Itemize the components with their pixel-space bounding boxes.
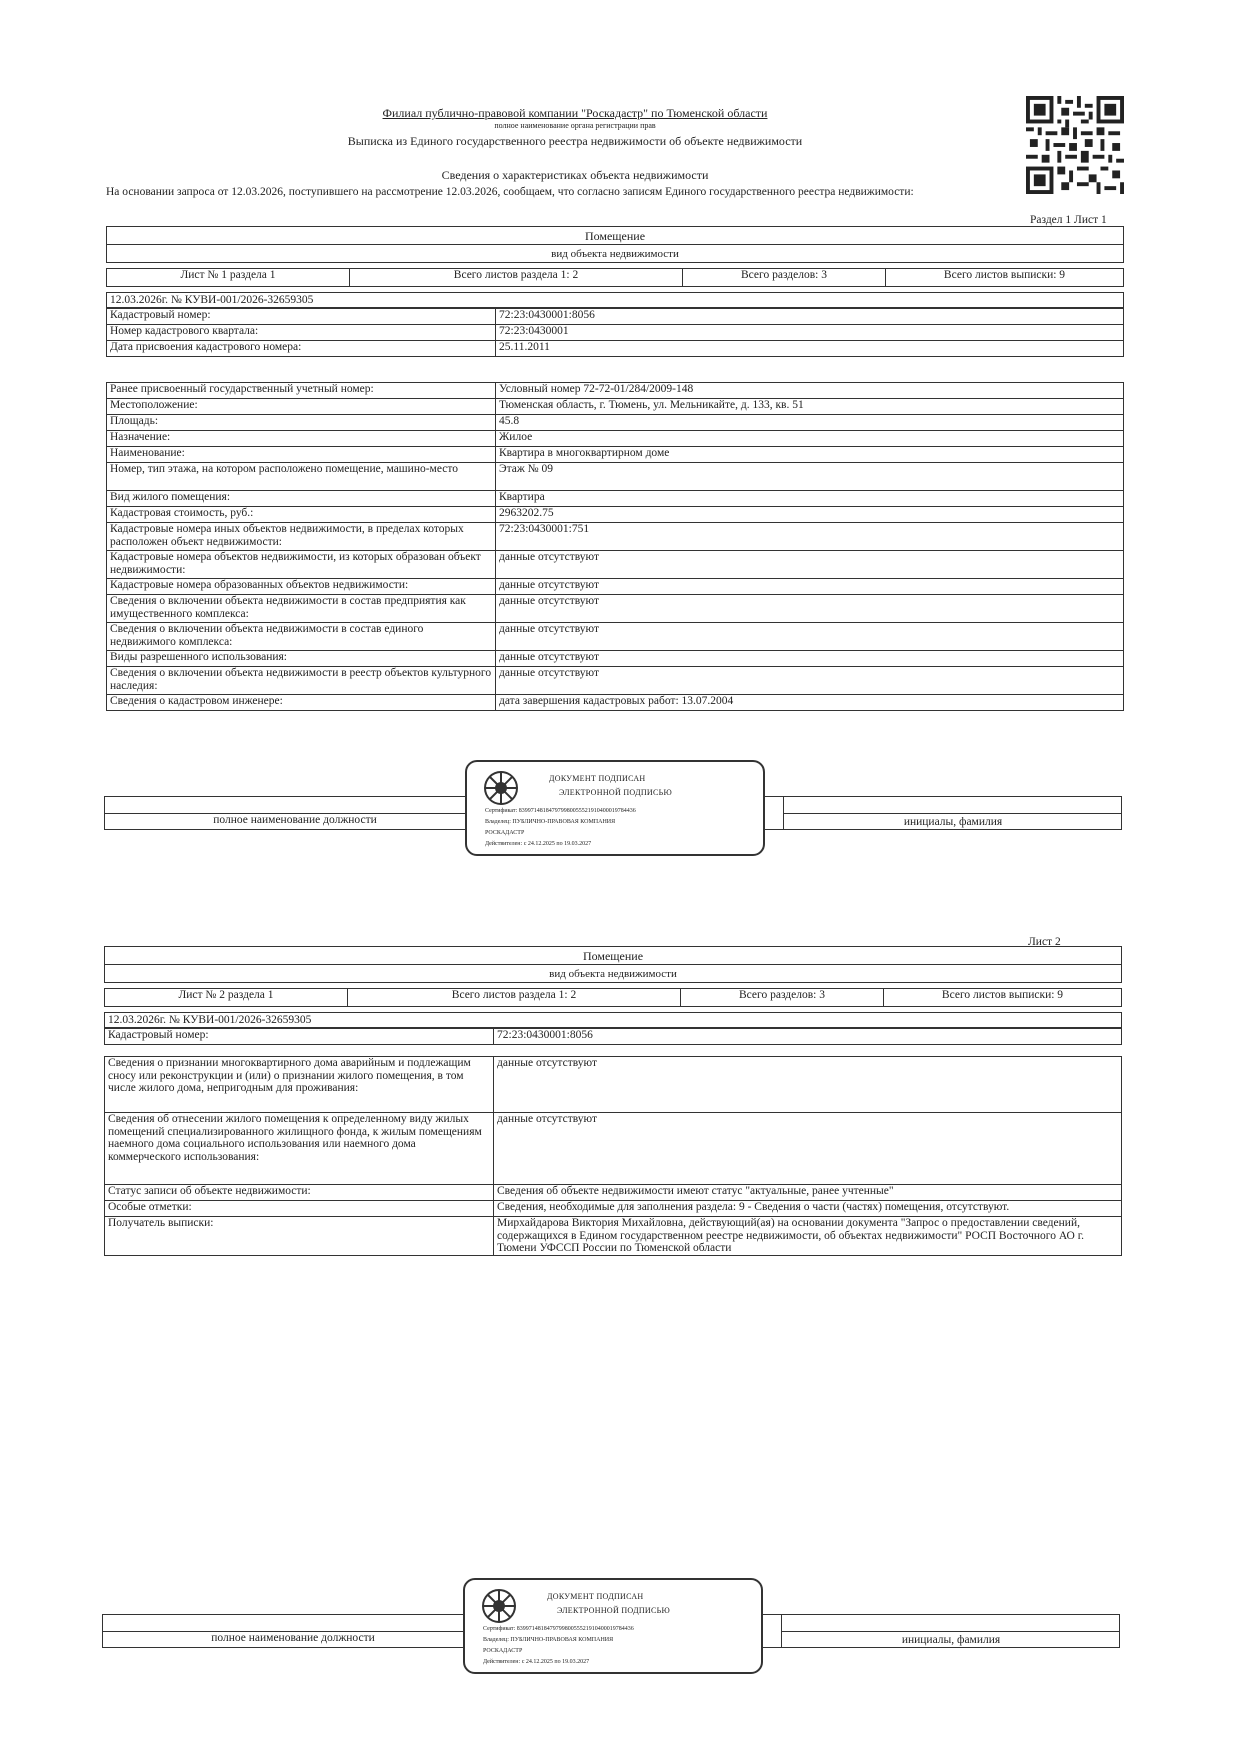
row-value: дата завершения кадастровых работ: 13.07.2004 [496, 695, 1124, 711]
row-value: данные отсутствуют [496, 579, 1124, 595]
table-row [107, 463, 1124, 491]
total-sheets-section: Всего листов раздела 1: 2 [350, 269, 683, 287]
table-row [105, 1217, 1122, 1256]
sheet2-total-sections: Всего разделов: 3 [681, 989, 884, 1007]
stamp-owner: Владелец: ПУБЛИЧНО-ПРАВОВАЯ КОМПАНИЯ [485, 819, 616, 825]
stamp2-owner2: РОСКАДАСТР [483, 1648, 523, 1654]
row-value: 72:23:0430001:8056 [496, 309, 1124, 325]
sheet2-total-sheets-extract: Всего листов выписки: 9 [884, 989, 1122, 1007]
electronic-signature-stamp-2 [463, 1578, 763, 1674]
stamp-validity: Действителен: с 24.12.2025 по 19.03.2027 [485, 841, 592, 847]
object-type-caption-2-text: вид объекта недвижимости [549, 968, 677, 980]
row-value: данные отсутствуют [496, 595, 1124, 623]
emblem-icon-2 [481, 1588, 517, 1624]
row-label: Ранее присвоенный государственный учетный номер: [107, 383, 496, 399]
stamp2-owner: Владелец: ПУБЛИЧНО-ПРАВОВАЯ КОМПАНИЯ [483, 1637, 614, 1643]
table-row [107, 651, 1124, 667]
table-row [105, 1201, 1122, 1217]
table-row [107, 491, 1124, 507]
object-type-value: Помещение [584, 229, 646, 243]
table-row [107, 523, 1124, 551]
sheet2-cadastral-value: 72:23:0430001:8056 [494, 1029, 1122, 1045]
position-caption: полное наименование должности [213, 814, 377, 826]
table-row [107, 309, 1124, 325]
stamp2-certificate: Сертификат: 839971481847979980055521910400019784436 [483, 1626, 634, 1632]
sheet-of-section: Лист № 1 раздела 1 [107, 269, 350, 287]
row-label: Кадастровая стоимость, руб.: [107, 507, 496, 523]
sheet2-total-sheets-section: Всего листов раздела 1: 2 [348, 989, 681, 1007]
qr-code [1026, 96, 1124, 194]
row-label: Виды разрешенного использования: [107, 651, 496, 667]
stamp2-validity: Действителен: с 24.12.2025 по 19.03.2027 [483, 1659, 590, 1665]
row-value: 2963202.75 [496, 507, 1124, 523]
section-sheet: Раздел 1 Лист 1 [1030, 214, 1107, 226]
stamp-certificate: Сертификат: 839971481847979980055521910400019784436 [485, 808, 636, 814]
row-value: Тюменская область, г. Тюмень, ул. Мельникайте, д. 133, кв. 51 [496, 399, 1124, 415]
row-value: 72:23:0430001 [496, 325, 1124, 341]
row-value: Жилое [496, 431, 1124, 447]
table-row [107, 551, 1124, 579]
object-type-2 [104, 946, 1122, 965]
row-value: Условный номер 72-72-01/284/2009-148 [496, 383, 1124, 399]
initials-caption: инициалы, фамилия [903, 816, 1003, 828]
row-value: Квартира [496, 491, 1124, 507]
row-label: Площадь: [107, 415, 496, 431]
table-row [107, 341, 1124, 357]
row-label: Номер, тип этажа, на котором расположено помещение, машино-место [107, 463, 496, 491]
table-row [107, 667, 1124, 695]
row-label: Кадастровые номера иных объектов недвижимости, в пределах которых расположен объект недвижимости: [107, 523, 496, 551]
stamp2-line2: ЭЛЕКТРОННОЙ ПОДПИСЬЮ [557, 1606, 671, 1615]
characteristics-table [106, 382, 1124, 711]
sheet2-cadastral-table [104, 1028, 1122, 1045]
row-label: Сведения о признании многоквартирного дома аварийным и подлежащим сносу или реконструкции и (или) о признании жилого помещения, в том числе жилого дома, непригодным для проживания: [105, 1057, 494, 1113]
extract-title: Выписка из Единого государственного реестра недвижимости об объекте недвижимости [347, 134, 803, 148]
row-value: Сведения об объекте недвижимости имеют статус "актуальные, ранее учтенные" [494, 1185, 1122, 1201]
electronic-signature-stamp [465, 760, 765, 856]
row-value: Мирхайдарова Виктория Михайловна, действующий(ая) на основании документа "Запрос о предоставлении сведений, содержащихся в Едином государственном реестре недвижимости, об объектах недвижимости" РОСП Восточного АО г. Тюмени УФССП России по Тюменской области [494, 1217, 1122, 1256]
row-value: данные отсутствуют [496, 651, 1124, 667]
basis-text: На основании запроса от 12.03.2026, поступившего на рассмотрение 12.03.2026, сообщаем, что согласно записям Единого государственного реестра недвижимости: [106, 186, 914, 198]
sheet2-label: Лист 2 [1028, 936, 1061, 948]
row-label: Статус записи об объекте недвижимости: [105, 1185, 494, 1201]
table-row [107, 415, 1124, 431]
table-row [107, 695, 1124, 711]
object-type [106, 226, 1124, 245]
sheet2-cadastral-label: Кадастровый номер: [105, 1029, 494, 1045]
row-value: данные отсутствуют [494, 1113, 1122, 1185]
row-label: Кадастровые номера объектов недвижимости, из которых образован объект недвижимости: [107, 551, 496, 579]
table-row [107, 399, 1124, 415]
stamp-owner2: РОСКАДАСТР [485, 830, 525, 836]
row-label: Дата присвоения кадастрового номера: [107, 341, 496, 357]
row-value: данные отсутствуют [496, 551, 1124, 579]
row-value: данные отсутствуют [496, 667, 1124, 695]
row-value: данные отсутствуют [494, 1057, 1122, 1113]
table-row [107, 507, 1124, 523]
doc-number-2: 12.03.2026г. № КУВИ-001/2026-32659305 [104, 1012, 1122, 1028]
organization-name: Филиал публично-правовой компании "Роскадастр" по Тюменской области [382, 106, 768, 120]
stamp-line2: ЭЛЕКТРОННОЙ ПОДПИСЬЮ [559, 788, 673, 797]
row-label: Особые отметки: [105, 1201, 494, 1217]
table-row [105, 1113, 1122, 1185]
row-label: Кадастровые номера образованных объектов недвижимости: [107, 579, 496, 595]
organization-caption: полное наименование органа регистрации прав [494, 121, 656, 130]
row-label: Местоположение: [107, 399, 496, 415]
row-label: Наименование: [107, 447, 496, 463]
table-row [107, 447, 1124, 463]
table-row [107, 383, 1124, 399]
sheet2-info-table [104, 988, 1122, 1007]
table-row [107, 579, 1124, 595]
row-label: Кадастровый номер: [107, 309, 496, 325]
row-value: 72:23:0430001:751 [496, 523, 1124, 551]
object-type-caption [106, 244, 1124, 263]
row-value: данные отсутствуют [496, 623, 1124, 651]
sheet2-details-table [104, 1056, 1122, 1256]
row-label: Сведения о включении объекта недвижимости в реестр объектов культурного наследия: [107, 667, 496, 695]
table-row [105, 1185, 1122, 1201]
stamp-line1: ДОКУМЕНТ ПОДПИСАН [549, 774, 646, 783]
object-type-caption-text: вид объекта недвижимости [551, 248, 679, 260]
table-row [105, 1057, 1122, 1113]
row-value: Сведения, необходимые для заполнения раздела: 9 - Сведения о части (частях) помещения, отсутствуют. [494, 1201, 1122, 1217]
row-label: Назначение: [107, 431, 496, 447]
table-row [107, 595, 1124, 623]
stamp2-line1: ДОКУМЕНТ ПОДПИСАН [547, 1592, 644, 1601]
object-type-2-value: Помещение [582, 949, 644, 963]
table-row [107, 325, 1124, 341]
identification-table [106, 308, 1124, 357]
row-value: 45.8 [496, 415, 1124, 431]
row-label: Сведения о кадастровом инженере: [107, 695, 496, 711]
doc-number: 12.03.2026г. № КУВИ-001/2026-32659305 [106, 292, 1124, 308]
row-value: Квартира в многоквартирном доме [496, 447, 1124, 463]
total-sheets-extract: Всего листов выписки: 9 [886, 269, 1124, 287]
row-label: Вид жилого помещения: [107, 491, 496, 507]
row-value: 25.11.2011 [496, 341, 1124, 357]
initials-caption-2: инициалы, фамилия [901, 1634, 1001, 1646]
position-caption-2: полное наименование должности [211, 1632, 375, 1644]
table-row [107, 431, 1124, 447]
row-label: Сведения о включении объекта недвижимости в состав единого недвижимого комплекса: [107, 623, 496, 651]
row-label: Получатель выписки: [105, 1217, 494, 1256]
row-label: Номер кадастрового квартала: [107, 325, 496, 341]
row-label: Сведения о включении объекта недвижимости в состав предприятия как имущественного комплекса: [107, 595, 496, 623]
row-value: Этаж № 09 [496, 463, 1124, 491]
object-type-caption-2 [104, 964, 1122, 983]
total-sections: Всего разделов: 3 [683, 269, 886, 287]
row-label: Сведения об отнесении жилого помещения к определенному виду жилых помещений специализированного жилищного фонда, к жилым помещениям наемного дома социального использования или наемного дома коммерческого использования: [105, 1113, 494, 1185]
emblem-icon [483, 770, 519, 806]
table-row [107, 623, 1124, 651]
sheet-info-table [106, 268, 1124, 287]
sheet2-of-section: Лист № 2 раздела 1 [105, 989, 348, 1007]
section-title: Сведения о характеристиках объекта недвижимости [441, 168, 709, 182]
